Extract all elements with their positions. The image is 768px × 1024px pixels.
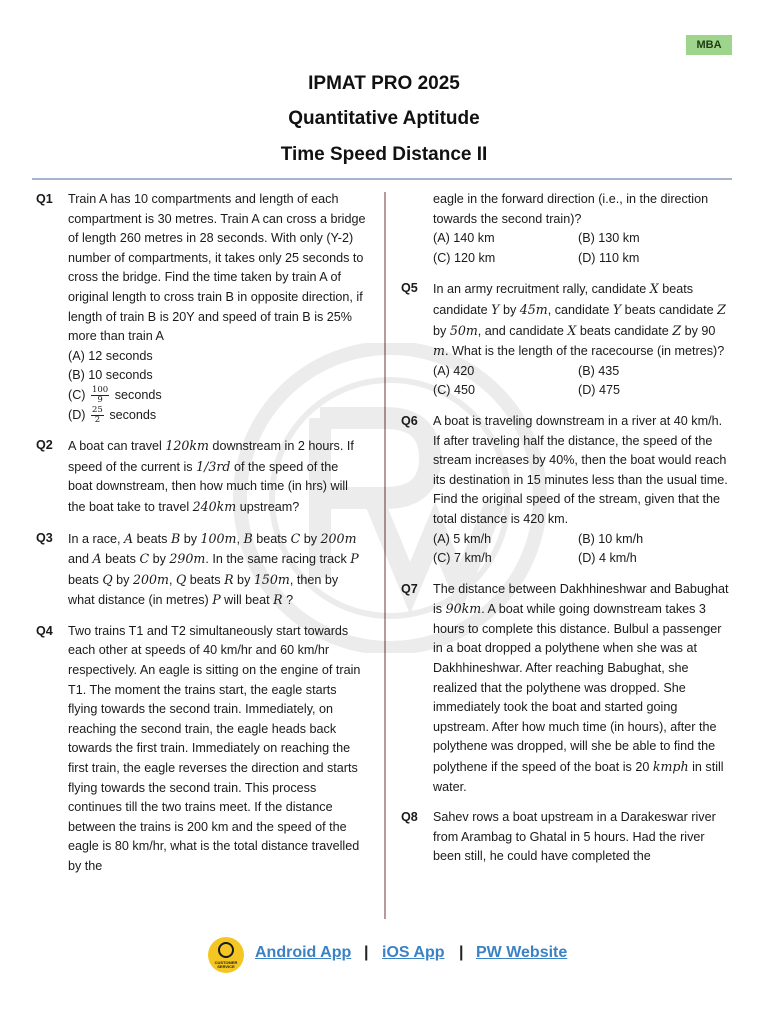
question-number: Q4 <box>36 623 53 638</box>
question-1 <box>36 190 366 425</box>
question-text: In an army recruitment rally, candidate X beats candidate Y by 45m, candidate Y beats candidate Z by 50m, and candidate X beats candidate Z by 90 m. What is the length of the racecourse (in metres)? <box>433 281 726 359</box>
options-grid <box>433 530 731 569</box>
footer-separator: | <box>364 944 369 961</box>
pw-website-link[interactable]: PW Website <box>476 944 568 961</box>
question-text: Two trains T1 and T2 simultaneously start towards each other at speeds of 40 km/hr and 60 km/hr respectively. An eagle is sitting on the engine of train T1. The moment the trains start, the eagle starts flying towards the second train. Immediately, on reaching the second train, the eagle heads back towards the first train. Immediately on reaching the first train, the eagle reverses the direction and starts flying towards the second train. This process continues till the two trains meet. If the distance between the trains is 200 km and the speed of the eagle is 80 km/hr, what is the total distance travelled by the <box>68 623 361 873</box>
options-grid <box>433 362 731 401</box>
question-2 <box>36 436 366 517</box>
question-text: A boat can travel 120km downstream in 2 hours. If speed of the current is 1/3rd of the speed of the boat downstream, then how much time (in hrs) will the boat take to travel 240km upstream? <box>68 438 354 514</box>
question-4 <box>36 622 366 877</box>
android-app-link[interactable]: Android App <box>255 944 352 961</box>
question-text: Sahev rows a boat upstream in a Darakeswar river from Arambag to Ghatal in 5 hours. Had the river been still, he could have completed the <box>433 810 716 864</box>
logo-label: CUSTOMER SERVICE <box>214 960 238 969</box>
subject-badge: MBA <box>686 35 732 55</box>
question-number: Q7 <box>401 581 418 596</box>
left-column <box>36 190 366 888</box>
question-text: In a race, A beats B by 100m, B beats C by 200m and A beats C by 290m. In the same racing track P beats Q by 200m, Q beats R by 150m, then by what distance (in metres) P will beat R ? <box>68 530 359 608</box>
option-c-suffix: seconds <box>114 387 162 402</box>
question-number: Q6 <box>401 413 418 428</box>
question-5 <box>401 279 731 401</box>
question-6 <box>401 412 731 569</box>
fraction <box>91 406 104 425</box>
headset-ring <box>218 942 234 958</box>
ios-app-link[interactable]: iOS App <box>382 944 445 961</box>
option-d: (D) 4 km/h <box>578 551 637 566</box>
question-3 <box>36 529 366 611</box>
option-c: (C) 120 km <box>433 250 496 265</box>
option-b: (B) 130 km <box>578 231 640 246</box>
customer-service-headset-icon[interactable] <box>208 937 244 973</box>
question-text: Train A has 10 compartments and length of each compartment is 30 metres. Train A can cross a bridge of length 260 metres in 28 seconds. With only (Y-2) number of compartments, it takes only 25 seconds to cross the bridge. Find the time taken by train A of original length to cross train B in opposite direction, if length of train B is 20Y and speed of train B is 25% more than train A <box>68 192 366 344</box>
header-divider <box>32 178 732 180</box>
option-d: (D) 475 <box>578 383 620 398</box>
option-a: (A) 5 km/h <box>433 531 492 546</box>
right-column <box>401 190 731 878</box>
option-d <box>68 406 366 426</box>
question-8 <box>401 808 731 867</box>
option-d-prefix: (D) <box>68 407 86 422</box>
footer-separator: | <box>459 944 464 961</box>
question-text-continued: eagle in the forward direction (i.e., in the direction towards the second train)? <box>433 192 709 226</box>
column-divider <box>384 192 386 919</box>
fraction <box>91 386 109 405</box>
fraction-numerator: 100 <box>91 385 109 396</box>
fraction-denominator: 9 <box>97 395 103 406</box>
fraction-denominator: 2 <box>94 414 101 425</box>
subject-title: Quantitative Aptitude <box>288 108 480 129</box>
option-b: (B) 10 seconds <box>68 368 153 383</box>
fraction-numerator: 25 <box>91 404 103 415</box>
option-b: (B) 435 <box>578 363 620 378</box>
footer <box>0 935 768 975</box>
option-a: (A) 12 seconds <box>68 348 153 363</box>
question-text: A boat is traveling downstream in a river at 40 km/h. If after traveling half the distance, the speed of the stream increases by 40%, then the boat would reach its destination in 15 minutes less than the usual time. Find the original speed of the stream, given that the total distance is 420 km. <box>433 413 728 526</box>
question-number: Q8 <box>401 810 418 825</box>
question-text: The distance between Dakhhineshwar and Babughat is 90km. A boat while going downstream takes 3 hours to complete this distance. Bulbul a passenger in a boat dropped a polythene when she was at Dakhhineshwar. After reaching Babughat, she realized that the polythene was dropped. She immediately took the boat and started going upstream. After how much time (in hours), after the polythene was dropped, will she be able to find the polythene if the speed of the boat is 20 kmph in still water. <box>433 581 729 794</box>
option-b: (B) 10 km/h <box>578 531 644 546</box>
exam-title: IPMAT PRO 2025 <box>308 73 460 94</box>
option-c <box>68 386 366 406</box>
option-d-suffix: seconds <box>109 407 157 422</box>
option-c: (C) 7 km/h <box>433 551 492 566</box>
question-4-continued <box>401 190 731 268</box>
question-number: Q3 <box>36 530 53 545</box>
option-c: (C) 450 <box>433 383 475 398</box>
option-a: (A) 420 <box>433 363 475 378</box>
option-a: (A) 140 km <box>433 231 495 246</box>
option-c-prefix: (C) <box>68 387 86 402</box>
options-grid <box>433 229 731 268</box>
question-7 <box>401 580 731 798</box>
question-number: Q2 <box>36 438 53 453</box>
option-d: (D) 110 km <box>578 250 640 265</box>
question-number: Q5 <box>401 281 418 296</box>
chapter-title: Time Speed Distance II <box>280 144 488 165</box>
question-number: Q1 <box>36 192 53 206</box>
